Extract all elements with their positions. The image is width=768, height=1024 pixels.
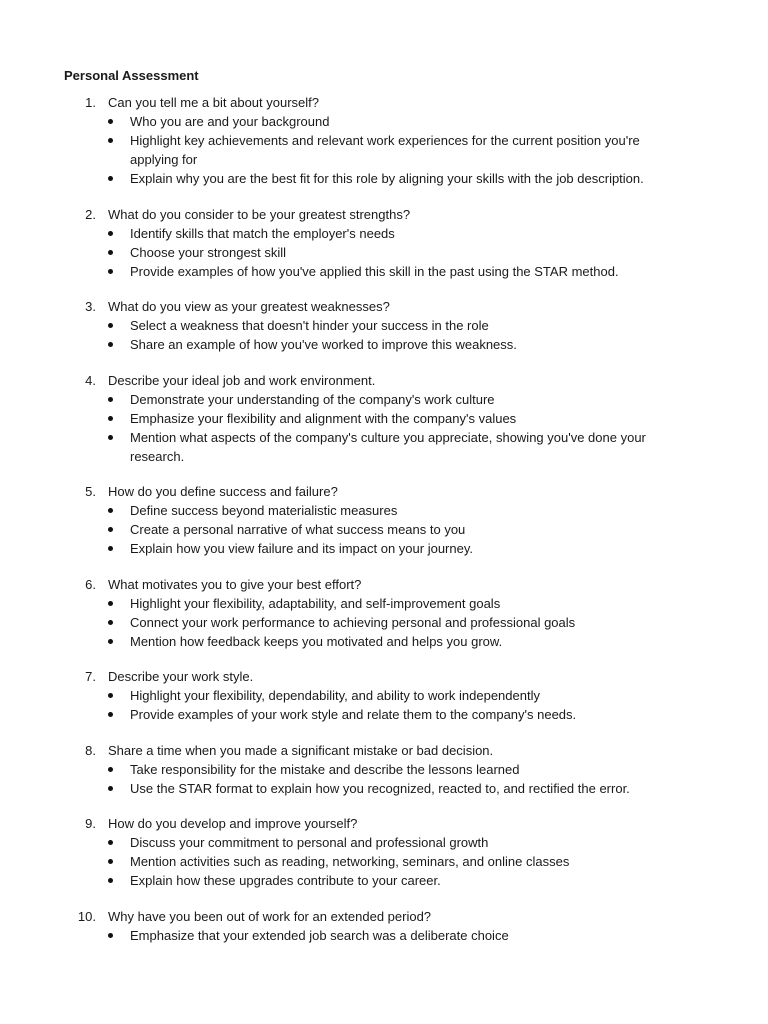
bullet-dot-icon (108, 119, 113, 124)
bullet-text: Mention how feedback keeps you motivated and helps you grow. (130, 633, 503, 649)
bullet-item (0, 243, 680, 262)
bullet-dot-icon (108, 601, 113, 606)
bullet-list (0, 926, 768, 945)
bullet-text: Explain how these upgrades contribute to your career. (130, 873, 441, 888)
question-item (0, 482, 768, 558)
bullet-text: Provide examples of your work style and relate them to the company's needs. (130, 707, 577, 722)
bullet-item (0, 705, 680, 724)
bullet-item (0, 613, 680, 632)
question-line (0, 575, 768, 594)
bullet-dot-icon (108, 527, 113, 532)
question-number: 10. (77, 908, 96, 924)
bullet-item (0, 335, 680, 354)
bullet-item (0, 131, 680, 169)
bullet-text: Connect your work performance to achieving personal and professional goals (130, 614, 576, 630)
bullet-item (0, 262, 680, 281)
bullet-item (0, 316, 680, 335)
bullet-text: Highlight your flexibility, adaptability, and self-improvement goals (130, 595, 501, 611)
bullet-item (0, 833, 680, 852)
bullet-text: Take responsibility for the mistake and describe the lessons learned (130, 761, 520, 777)
page-title: Personal Assessment (64, 68, 199, 83)
bullet-item (0, 686, 680, 705)
question-text: What do you consider to be your greatest strengths? (108, 206, 411, 222)
bullet-text: Mention activities such as reading, networking, seminars, and online classes (130, 854, 570, 869)
bullet-dot-icon (108, 840, 113, 845)
bullet-dot-icon (108, 323, 113, 328)
bullet-dot-icon (108, 639, 113, 644)
bullet-item (0, 409, 680, 428)
bullet-dot-icon (108, 933, 113, 938)
bullet-dot-icon (108, 342, 113, 347)
bullet-dot-icon (108, 546, 113, 551)
bullet-dot-icon (108, 859, 113, 864)
bullet-dot-icon (108, 397, 113, 402)
bullet-item (0, 852, 680, 871)
question-number: 8. (85, 742, 96, 758)
bullet-list (0, 224, 768, 281)
bullet-text: Share an example of how you've worked to improve this weakness. (130, 337, 517, 352)
question-number: 7. (85, 669, 96, 684)
question-text: How do you define success and failure? (108, 484, 338, 499)
question-line (0, 205, 768, 224)
question-line (0, 297, 768, 316)
bullet-text: Emphasize your flexibility and alignment with the company's values (130, 410, 517, 426)
bullet-item (0, 224, 680, 243)
bullet-dot-icon (108, 620, 113, 625)
bullet-item (0, 112, 680, 131)
bullet-item (0, 520, 680, 539)
question-text: Describe your work style. (108, 669, 254, 684)
bullet-text: Define success beyond materialistic measures (130, 503, 398, 518)
bullet-dot-icon (108, 176, 113, 181)
bullet-dot-icon (108, 435, 113, 440)
bullet-dot-icon (108, 250, 113, 255)
bullet-dot-icon (108, 693, 113, 698)
bullet-text: Highlight key achievements and relevant work experiences for the current position you're applying for (130, 133, 640, 167)
question-item (0, 205, 768, 281)
bullet-list (0, 760, 768, 798)
bullet-dot-icon (108, 508, 113, 513)
bullet-item (0, 779, 680, 798)
bullet-text: Use the STAR format to explain how you recognized, reacted to, and rectified the error. (130, 780, 630, 796)
bullet-text: Emphasize that your extended job search was a deliberate choice (130, 927, 509, 943)
question-line (0, 814, 768, 833)
question-item (0, 371, 768, 466)
question-text: What motivates you to give your best effort? (108, 576, 362, 592)
question-item (0, 297, 768, 354)
bullet-list (0, 501, 768, 558)
question-item (0, 575, 768, 651)
bullet-list (0, 112, 768, 188)
question-line (0, 482, 768, 501)
question-item (0, 667, 768, 724)
question-line (0, 371, 768, 390)
bullet-dot-icon (108, 878, 113, 883)
bullet-text: Discuss your commitment to personal and professional growth (130, 835, 489, 850)
bullet-item (0, 760, 680, 779)
question-number: 1. (85, 95, 96, 110)
question-text: Why have you been out of work for an extended period? (108, 908, 432, 924)
question-line (0, 907, 768, 926)
bullet-list (0, 686, 768, 724)
question-text: Describe your ideal job and work environment. (108, 372, 376, 388)
question-number: 5. (85, 484, 96, 499)
bullet-item (0, 594, 680, 613)
question-text: Can you tell me a bit about yourself? (108, 95, 320, 110)
question-number: 4. (85, 372, 96, 388)
bullet-text: Demonstrate your understanding of the company's work culture (130, 391, 495, 407)
bullet-list (0, 833, 768, 890)
bullet-dot-icon (108, 416, 113, 421)
question-number: 2. (85, 206, 96, 222)
question-item (0, 93, 768, 188)
question-number: 6. (85, 576, 96, 592)
bullet-text: Highlight your flexibility, dependability, and ability to work independently (130, 688, 540, 703)
question-line (0, 93, 768, 112)
bullet-dot-icon (108, 767, 113, 772)
bullet-text: Explain how you view failure and its impact on your journey. (130, 541, 473, 556)
bullet-item (0, 428, 680, 466)
bullet-list (0, 594, 768, 651)
bullet-dot-icon (108, 712, 113, 717)
question-line (0, 741, 768, 760)
bullet-text: Choose your strongest skill (130, 244, 287, 260)
bullet-text: Provide examples of how you've applied this skill in the past using the STAR method. (130, 263, 619, 279)
bullet-dot-icon (108, 138, 113, 143)
bullet-item (0, 926, 680, 945)
bullet-text: Mention what aspects of the company's culture you appreciate, showing you've done your research. (130, 429, 646, 464)
question-item (0, 741, 768, 798)
question-text: What do you view as your greatest weaknesses? (108, 299, 390, 314)
bullet-item (0, 390, 680, 409)
bullet-item (0, 501, 680, 520)
bullet-text: Create a personal narrative of what success means to you (130, 522, 466, 537)
bullet-text: Explain why you are the best fit for this role by aligning your skills with the job description. (130, 171, 644, 186)
bullet-item (0, 539, 680, 558)
bullet-item (0, 871, 680, 890)
question-text: Share a time when you made a significant mistake or bad decision. (108, 742, 494, 758)
bullet-dot-icon (108, 231, 113, 236)
bullet-item (0, 632, 680, 651)
bullet-list (0, 390, 768, 466)
bullet-dot-icon (108, 269, 113, 274)
question-item (0, 907, 768, 945)
bullet-dot-icon (108, 786, 113, 791)
question-text: How do you develop and improve yourself? (108, 816, 358, 831)
bullet-item (0, 169, 680, 188)
bullet-text: Who you are and your background (130, 114, 330, 129)
bullet-text: Identify skills that match the employer's needs (130, 225, 395, 241)
question-number: 3. (85, 299, 96, 314)
question-item (0, 814, 768, 890)
bullet-list (0, 316, 768, 354)
question-list (0, 93, 768, 961)
question-number: 9. (85, 816, 96, 831)
bullet-text: Select a weakness that doesn't hinder your success in the role (130, 318, 489, 333)
question-line (0, 667, 768, 686)
